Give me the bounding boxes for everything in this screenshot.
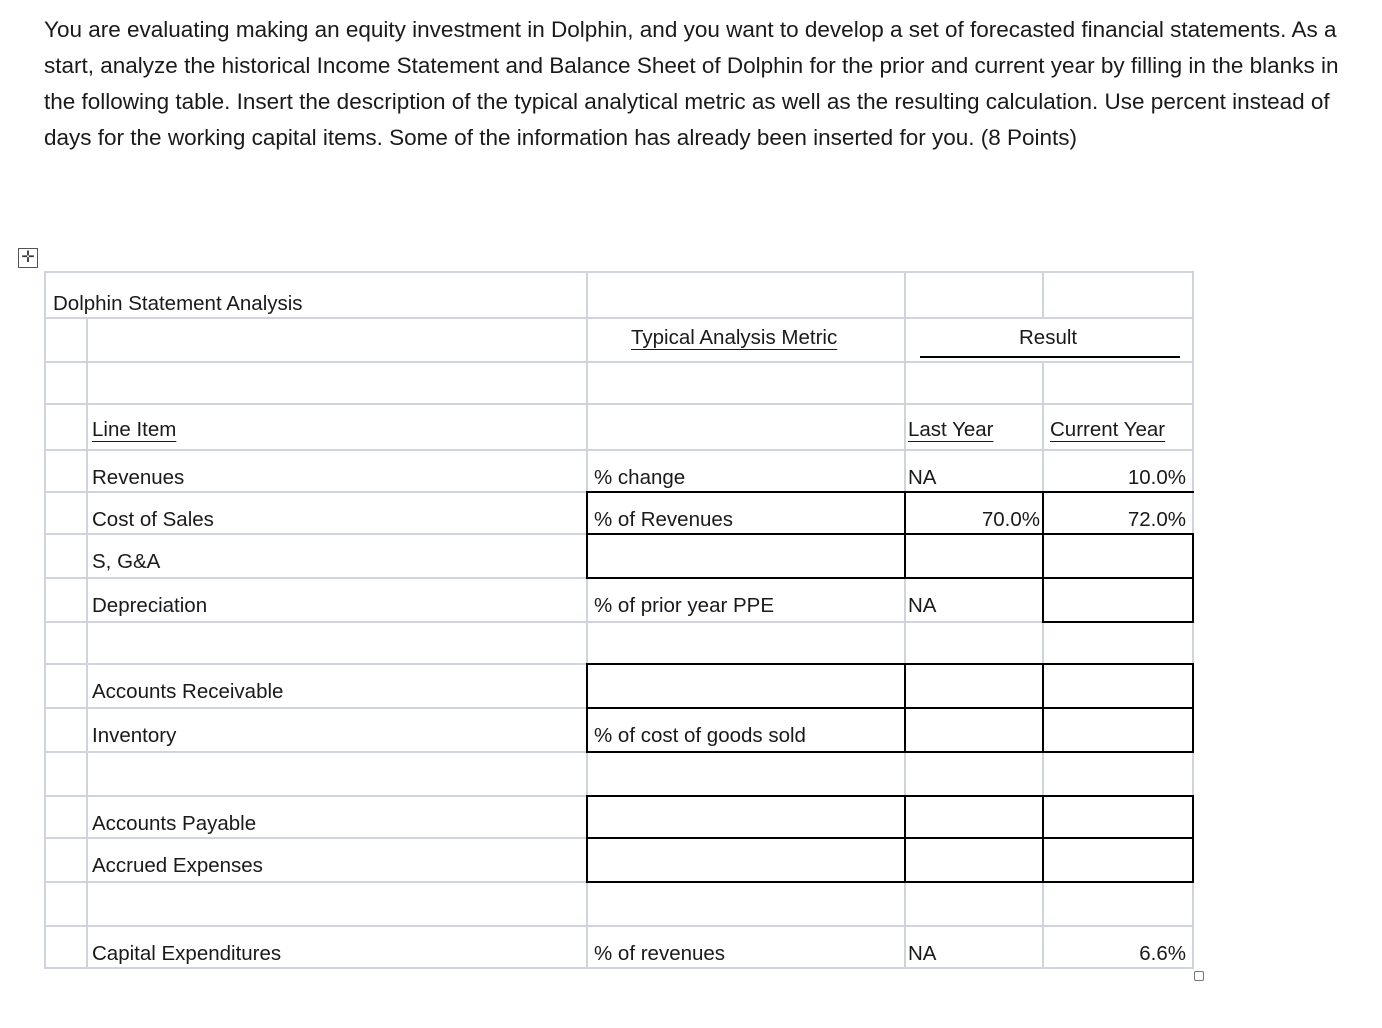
metric-accounts-receivable-input[interactable] <box>588 665 904 707</box>
row-label-cost-of-sales: Cost of Sales <box>92 508 214 531</box>
current-year-accounts-receivable-input[interactable] <box>1044 665 1192 707</box>
last-year-sga-input[interactable] <box>906 535 1042 577</box>
line-item-header: Line Item <box>92 418 177 441</box>
result-column-header: Result <box>1019 326 1078 349</box>
last-year-revenues[interactable]: NA <box>908 466 937 489</box>
current-year-capital-expenditures[interactable]: 6.6% <box>1139 942 1186 965</box>
metric-cost-of-sales[interactable]: % of Revenues <box>594 508 734 531</box>
row-label-accounts-receivable: Accounts Receivable <box>92 680 284 703</box>
last-year-inventory-input[interactable] <box>906 709 1042 751</box>
last-year-accrued-expenses-input[interactable] <box>906 839 1042 881</box>
last-year-capital-expenditures[interactable]: NA <box>908 942 937 965</box>
metric-sga-input[interactable] <box>588 535 904 577</box>
row-label-capital-expenditures: Capital Expenditures <box>92 942 282 965</box>
last-year-accounts-payable-input[interactable] <box>906 797 1042 837</box>
last-year-cost-of-sales[interactable]: 70.0% <box>981 508 1040 531</box>
row-label-sga: S, G&A <box>92 550 161 573</box>
last-year-depreciation[interactable]: NA <box>908 594 937 617</box>
current-year-header: Current Year <box>1050 418 1166 441</box>
metric-depreciation[interactable]: % of prior year PPE <box>594 594 775 617</box>
current-year-sga-input[interactable] <box>1044 535 1192 577</box>
metric-column-header: Typical Analysis Metric <box>631 326 838 349</box>
table-title: Dolphin Statement Analysis <box>53 292 303 315</box>
table-resize-handle-icon[interactable] <box>1194 971 1204 981</box>
row-label-revenues: Revenues <box>92 466 185 489</box>
current-year-cost-of-sales[interactable]: 72.0% <box>1127 508 1186 531</box>
last-year-header: Last Year <box>908 418 994 441</box>
last-year-accounts-receivable-input[interactable] <box>906 665 1042 707</box>
metric-inventory[interactable]: % of cost of goods sold <box>594 724 806 747</box>
metric-revenues[interactable]: % change <box>594 466 686 489</box>
current-year-depreciation-input[interactable] <box>1044 579 1192 621</box>
row-label-depreciation: Depreciation <box>92 594 208 617</box>
row-label-accounts-payable: Accounts Payable <box>92 812 257 835</box>
instructions-paragraph: You are evaluating making an equity investment in Dolphin, and you want to develop a set of forecasted financial statements. As a start, analyze the historical Income Statement and Balance Sheet of Dolphin for the prior and current year by filling in the blanks in the following table. Insert the description of the typical analytical metric as well as the resulting calculation. Use percent instead of days for the working capital items. Some of the information has already been inserted for you. (8 Points) <box>44 17 1339 150</box>
metric-accrued-expenses-input[interactable] <box>588 839 904 881</box>
current-year-inventory-input[interactable] <box>1044 709 1192 751</box>
current-year-accounts-payable-input[interactable] <box>1044 797 1192 837</box>
current-year-accrued-expenses-input[interactable] <box>1044 839 1192 881</box>
metric-accounts-payable-input[interactable] <box>588 797 904 837</box>
table-move-handle-icon[interactable]: ✛ <box>18 248 38 268</box>
row-label-inventory: Inventory <box>92 724 177 747</box>
current-year-revenues[interactable]: 10.0% <box>1127 466 1186 489</box>
row-label-accrued-expenses: Accrued Expenses <box>92 854 263 877</box>
metric-capital-expenditures[interactable]: % of revenues <box>594 942 726 965</box>
